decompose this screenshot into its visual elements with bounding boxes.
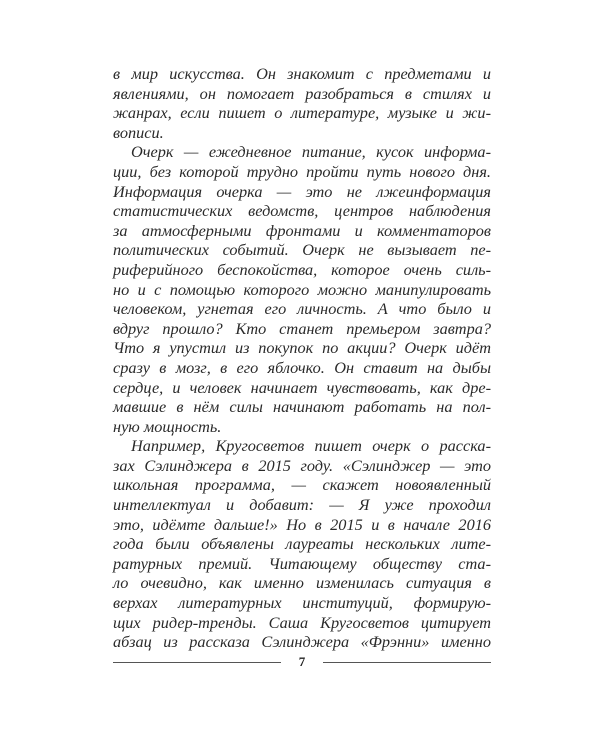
text-line: верхах литературных институций, формирую- — [113, 593, 491, 613]
text-line: риферийного беспокойства, которое очень силь- — [113, 259, 491, 279]
footer-rule-right — [323, 662, 491, 663]
text-line: статистических ведомств, центров наблюдения — [113, 201, 491, 221]
page-footer — [113, 654, 491, 670]
text-line: школьная программа, — скажет новоявленный — [113, 475, 491, 495]
text-line: Например, Кругосветов пишет очерк о расска- — [131, 436, 491, 456]
text-line: мавшие в нём силы начинают работать на пол- — [113, 397, 491, 417]
text-line: ло очевидно, как именно изменилась ситуация в — [113, 573, 491, 593]
page-number: 7 — [298, 654, 306, 669]
text-line: Что я упустил из покупок по акции? Очерк идёт — [113, 338, 491, 358]
text-line: сразу в мозг, в его яблочко. Он ставит на дыбы — [113, 357, 491, 377]
text-line: сердце, и человек начинает чувствовать, как дре- — [113, 377, 491, 397]
text-line: за атмосферными фронтами и комментаторов — [113, 220, 491, 240]
text-line: жанрах, если пишет о литературе, музыке и жи- — [113, 103, 491, 123]
text-line: политических событий. Очерк не вызывает пе- — [113, 240, 491, 260]
text-line: Очерк — ежедневное питание, кусок информа- — [131, 142, 491, 162]
text-line: это, идёмте дальше!» Но в 2015 и в начале 2016 — [113, 514, 491, 534]
text-line: интеллектуал и добавит: — Я уже проходил — [113, 495, 491, 515]
text-line: но и с помощью которого можно манипулировать — [113, 279, 491, 299]
text-line: явлениями, он помогает разобраться в стилях и — [113, 83, 491, 103]
text-line: ную мощность. — [113, 416, 222, 436]
body-text — [113, 64, 491, 652]
text-line: ции, без которой трудно пройти путь нового дня. — [113, 161, 491, 181]
text-line: зах Сэлинджера в 2015 году. «Сэлинджер — это — [113, 455, 491, 475]
text-line: в мир искусства. Он знакомит с предметами и — [113, 64, 491, 83]
text-line: Информация очерка — это не лжеинформация — [113, 181, 491, 201]
text-line: вдруг прошло? Кто станет премьером завтра? — [113, 318, 491, 338]
text-line: года были объявлены лауреаты нескольких лите- — [113, 534, 491, 554]
text-line: абзац из рассказа Сэлинджера «Фрэнни» именно — [113, 632, 491, 652]
text-line: щих ридер-тренды. Саша Кругосветов цитирует — [113, 612, 491, 632]
text-line: человеком, угнетая его личность. А что было и — [113, 299, 491, 319]
text-line: ратурных премий. Читающему обществу ста- — [113, 553, 491, 573]
text-line: вописи. — [113, 122, 164, 142]
